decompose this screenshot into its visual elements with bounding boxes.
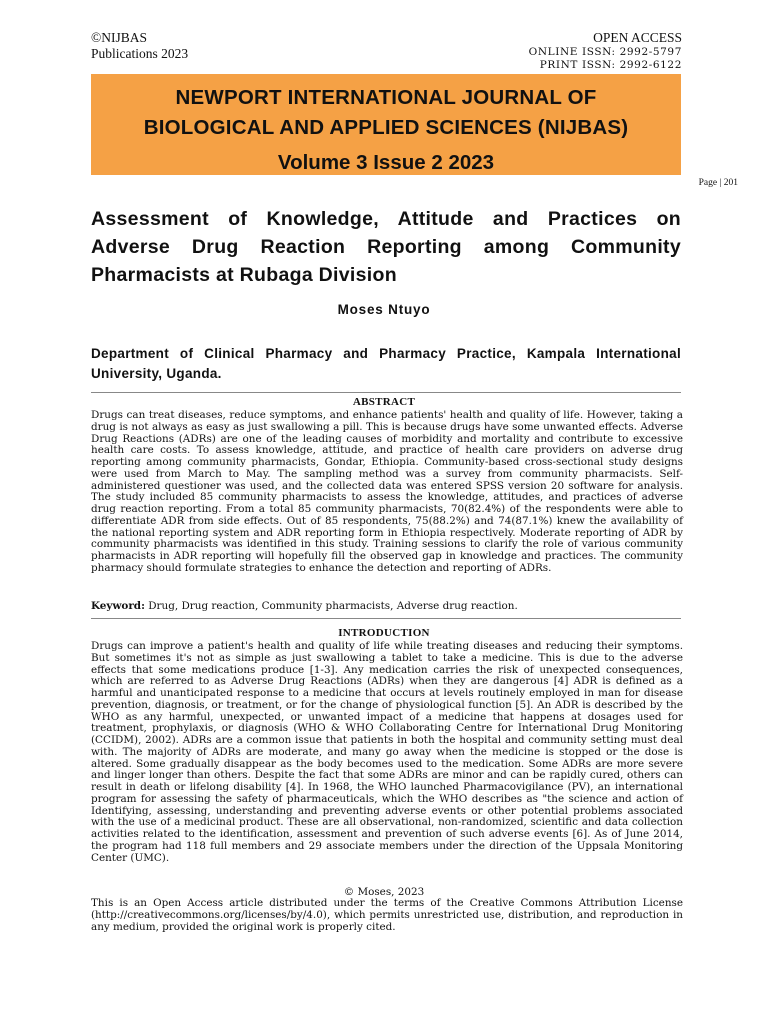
abstract-text: Drugs can treat diseases, reduce symptoms, and enhance patients' health and quality of life. However, taking a drug is not always as easy as just swallowing a pill. This is because drugs have some unwanted effects. Adverse Drug Reactions (ADRs) are one of the leading causes of morbidity and mortality and contribute to excessive health care costs. To assess knowledge, attitude, and practice of health care providers on adverse drug reporting among community pharmacists, Gondar, Ethiopia. Community-based cross-sectional study designs were used from March to May. The sampling method was a survey from community pharmacists. Self-administered questioner was used, and the collected data was entered SPSS version 20 software for analysis. The study included 85 community pharmacists to assess the knowledge, attitudes, and practices of adverse drug reaction reporting. From a total 85 community pharmacists, 70(82.4%) of the respondents were able to differentiate ADR from side effects. Out of 85 respondents, 75(88.2%) and 74(87.1%) knew the availability of the national reporting system and ADR reporting form in Ethiopia respectively. Moderate reporting of ADR by community pharmacists was identified in this study. Training sessions to clarify the role of various community pharmacists in ADR reporting will hopefully fill the observed gap in knowledge and practices. The community pharmacy should formulate strategies to enhance the detection and reporting of ADRs. xyxy=(91,409,683,574)
keywords-label: Keyword: xyxy=(91,600,145,612)
keywords-line xyxy=(91,600,683,612)
print-issn: PRINT ISSN: 2992-6122 xyxy=(539,59,682,71)
journal-title-line2: BIOLOGICAL AND APPLIED SCIENCES (NIJBAS) xyxy=(143,116,629,139)
publisher-year: Publications 2023 xyxy=(91,46,189,61)
online-issn: ONLINE ISSN: 2992-5797 xyxy=(528,46,682,58)
article-author: Moses Ntuyo xyxy=(337,302,431,317)
publisher-name: ©NIJBAS xyxy=(91,30,148,45)
page-number: Page | 201 xyxy=(698,178,738,188)
introduction-top-divider xyxy=(91,618,681,619)
article-title: Assessment of Knowledge, Attitude and Practices on Adverse Drug Reaction Reporting among Community Pharmacists at Rubaga Division xyxy=(91,208,681,286)
keywords-list: Drug, Drug reaction, Community pharmacists, Adverse drug reaction. xyxy=(148,600,518,612)
issn-block xyxy=(529,30,682,72)
license-statement: This is an Open Access article distributed under the terms of the Creative Commons Attribution License (http://creativecommons.org/licenses/by/4.0), which permits unrestricted use, distribution, and reproduction in any medium, provided the original work is properly cited. xyxy=(91,897,683,933)
copyright-line: © Moses, 2023 xyxy=(343,886,425,898)
journal-title-line1: NEWPORT INTERNATIONAL JOURNAL OF xyxy=(175,86,597,109)
introduction-text: Drugs can improve a patient's health and quality of life while treating diseases and reducing their symptoms. But sometimes it's not as simple as just swallowing a tablet to take a medicine. This is due to the adverse effects that some medications produce [1-3]. Any medication carries the risk of unexpected consequences, which are referred to as Adverse Drug Reactions (ADRs) when they are dangerous [4] ADR is defined as a harmful and unanticipated response to a medicine that occurs at levels routinely employed in man for disease prevention, diagnosis, or treatment, or for the change of physiological function [5]. An ADR is described by the WHO as any harmful, unexpected, or unwanted impact of a medicine that happens at dosages used for treatment, prophylaxis, or diagnosis (WHO & WHO Collaborating Centre for International Drug Monitoring (CCIDM), 2002). ADRs are a common issue that patients in both the hospital and community setting must deal with. The majority of ADRs are moderate, and many go away when the medicine is stopped or the dose is altered. Some gradually disappear as the body becomes used to the medication. Some ADRs are more severe and linger longer than others. Despite the fact that some ADRs are minor and can be rapidly cured, others can result in death or lifelong disability [4]. In 1968, the WHO launched Pharmacovigilance (PV), an international program for assessing the safety of pharmaceuticals, which the WHO describes as "the science and action of Identifying, assessing, understanding and preventing adverse events or other potential problems associated with the use of a medicinal product. These are all observational, non-randomized, scientific and data collection activities related to the identification, assessment and prevention of such adverse events [6]. As of June 2014, the program had 118 full members and 29 associate members under the direction of the Uppsala Monitoring Center (UMC). xyxy=(91,640,683,864)
author-affiliation: Department of Clinical Pharmacy and Pharmacy Practice, Kampala International University, Uganda. xyxy=(91,346,681,381)
open-access-label: OPEN ACCESS xyxy=(593,30,682,45)
publisher-block xyxy=(91,30,188,62)
journal-volume: Volume 3 Issue 2 2023 xyxy=(277,151,495,174)
introduction-heading: INTRODUCTION xyxy=(338,627,430,639)
abstract-heading: ABSTRACT xyxy=(352,396,416,408)
abstract-top-divider xyxy=(91,392,681,393)
journal-banner xyxy=(91,74,681,175)
